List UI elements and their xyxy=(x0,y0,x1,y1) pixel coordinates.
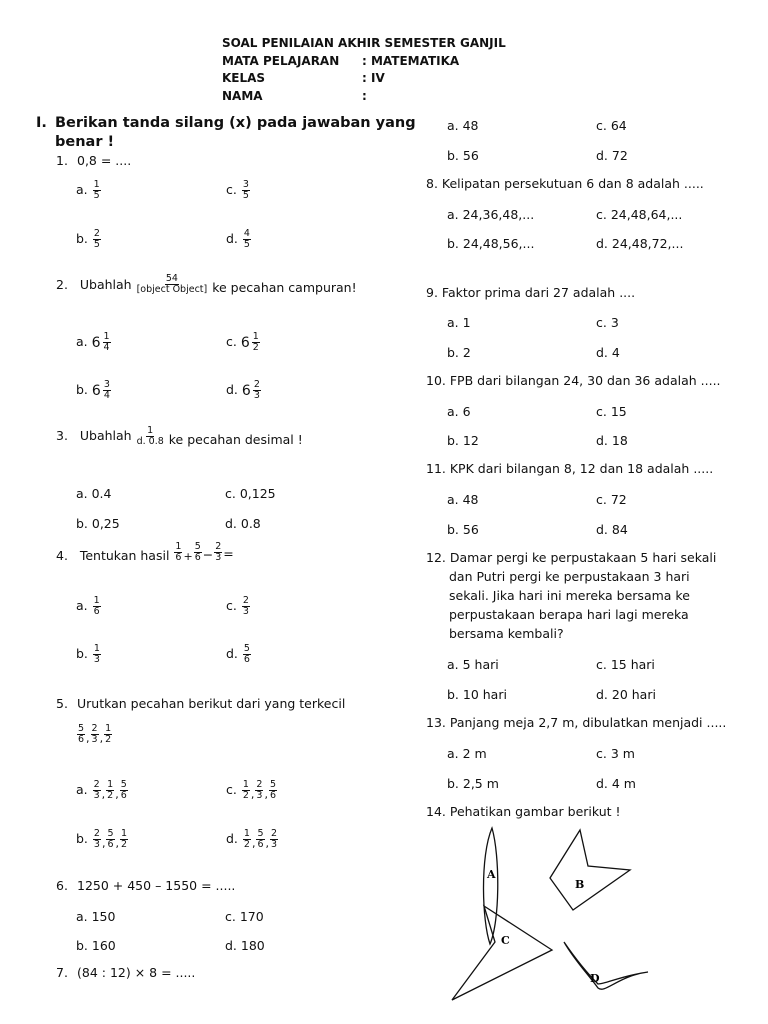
exam-title: SOAL PENILAIAN AKHIR SEMESTER GANJIL xyxy=(222,36,506,50)
question-14-text: 14. Pehatikan gambar berikut ! xyxy=(426,804,621,819)
q10-option-b[interactable]: b. 12 xyxy=(447,433,479,448)
question-4: 4. Tentukan hasil $\frac{1}{6}$ + $\frac{5}{6}$ − $\frac{2}{3}$ = xyxy=(56,541,234,563)
question-3: 3. Ubahlah $\frac{1}{d. 0.8}$ ke pecahan desimal ! xyxy=(56,425,303,447)
shape-c-label: C xyxy=(501,934,510,947)
q3-option-c[interactable]: c. 0,125 xyxy=(225,486,276,501)
question-7-number: 7. xyxy=(56,965,68,980)
angle-shapes-figure xyxy=(440,826,650,1004)
section-number: I. xyxy=(36,115,47,131)
q7-option-b[interactable]: b. 56 xyxy=(447,148,479,163)
q7-option-a[interactable]: a. 48 xyxy=(447,118,479,133)
q9-option-b[interactable]: b. 2 xyxy=(447,345,471,360)
shape-c xyxy=(452,906,552,1000)
q5-option-a[interactable]: a. $\frac{2}{3}$ , $\frac{1}{2}$ , $\frac{5}{6}$ xyxy=(76,779,127,801)
question-2: 2. Ubahlah 54 [object Object] ke pecahan campuran! xyxy=(56,273,357,295)
q8-option-a[interactable]: a. 24,36,48,... xyxy=(447,207,535,222)
question-1-number: 1. xyxy=(56,153,68,168)
question-5-number: 5. xyxy=(56,696,68,711)
question-12-line-1: 12. Damar pergi ke perpustakaan 5 hari sekali xyxy=(426,550,717,565)
shape-b-label: B xyxy=(575,878,585,891)
question-13-text: 13. Panjang meja 2,7 m, dibulatkan menjadi ..... xyxy=(426,715,727,730)
q6-option-b[interactable]: b. 160 xyxy=(76,938,116,953)
q9-option-d[interactable]: d. 4 xyxy=(596,345,620,360)
name-value: : xyxy=(362,89,367,103)
shape-d xyxy=(564,942,648,989)
q9-option-a[interactable]: a. 1 xyxy=(447,315,471,330)
subject-value: : MATEMATIKA xyxy=(362,54,460,68)
q2-option-a[interactable]: a. 6 $\frac{1}{4}$ xyxy=(76,331,110,353)
q4-option-c[interactable]: c. $\frac{2}{3}$ xyxy=(226,595,249,617)
q8-option-c[interactable]: c. 24,48,64,... xyxy=(596,207,683,222)
class-value: : IV xyxy=(362,71,385,85)
shape-d-label: D xyxy=(590,972,600,985)
q2-option-b[interactable]: b. 6 $\frac{3}{4}$ xyxy=(76,379,110,401)
q12-option-d[interactable]: d. 20 hari xyxy=(596,687,656,702)
question-9-text: 9. Faktor prima dari 27 adalah .... xyxy=(426,285,636,300)
question-1-text: 0,8 = .... xyxy=(77,153,132,168)
q2-option-c[interactable]: c. 6 $\frac{1}{2}$ xyxy=(226,331,259,353)
question-12-line-5: bersama kembali? xyxy=(449,626,564,641)
instruction-line-1: Berikan tanda silang (x) pada jawaban yang xyxy=(55,115,416,131)
q3-option-b[interactable]: b. 0,25 xyxy=(76,516,120,531)
q2-option-d[interactable]: d. 6 $\frac{2}{3}$ xyxy=(226,379,260,401)
question-10-text: 10. FPB dari bilangan 24, 30 dan 36 adalah ..... xyxy=(426,373,721,388)
question-11-text: 11. KPK dari bilangan 8, 12 dan 18 adalah ..... xyxy=(426,461,714,476)
q6-option-c[interactable]: c. 170 xyxy=(225,909,264,924)
question-12-line-2: dan Putri pergi ke perpustakaan 3 hari xyxy=(449,569,690,584)
shape-a-label: A xyxy=(487,868,496,881)
question-6-text: 1250 + 450 – 1550 = ..... xyxy=(77,878,236,893)
name-label: NAMA xyxy=(222,89,263,103)
q5-option-c[interactable]: c. $\frac{1}{2}$ , $\frac{2}{3}$ , $\frac{5}{6}$ xyxy=(226,779,276,801)
subject-label: MATA PELAJARAN xyxy=(222,54,340,68)
class-label: KELAS xyxy=(222,71,266,85)
q13-option-c[interactable]: c. 3 m xyxy=(596,746,635,761)
q4-option-b[interactable]: b. $\frac{1}{3}$ xyxy=(76,643,100,665)
q10-option-d[interactable]: d. 18 xyxy=(596,433,628,448)
question-12-line-3: sekali. Jika hari ini mereka bersama ke xyxy=(449,588,690,603)
q12-option-b[interactable]: b. 10 hari xyxy=(447,687,507,702)
q5-given-fractions: $\frac{5}{6}$ , $\frac{2}{3}$ , $\frac{1}{2}$ xyxy=(78,723,112,745)
q1-option-c[interactable]: c. $\frac{3}{5}$ xyxy=(226,179,249,201)
q3-option-a[interactable]: a. 0.4 xyxy=(76,486,112,501)
q6-option-d[interactable]: d. 180 xyxy=(225,938,265,953)
q13-option-d[interactable]: d. 4 m xyxy=(596,776,636,791)
q5-option-b[interactable]: b. $\frac{2}{3}$ , $\frac{5}{6}$ , $\frac{1}{2}$ xyxy=(76,828,128,850)
instruction-line-2: benar ! xyxy=(55,134,115,150)
q5-option-d[interactable]: d. $\frac{1}{2}$ , $\frac{5}{6}$ , $\frac{2}{3}$ xyxy=(226,828,278,850)
q10-option-c[interactable]: c. 15 xyxy=(596,404,627,419)
question-6-number: 6. xyxy=(56,878,68,893)
q8-option-d[interactable]: d. 24,48,72,... xyxy=(596,236,684,251)
question-12-line-4: perpustakaan berapa hari lagi mereka xyxy=(449,607,689,622)
q13-option-a[interactable]: a. 2 m xyxy=(447,746,487,761)
q11-option-b[interactable]: b. 56 xyxy=(447,522,479,537)
q12-option-a[interactable]: a. 5 hari xyxy=(447,657,499,672)
q1-option-d[interactable]: d. $\frac{4}{5}$ xyxy=(226,228,250,250)
q12-option-c[interactable]: c. 15 hari xyxy=(596,657,655,672)
question-7-text: (84 : 12) × 8 = ..... xyxy=(77,965,196,980)
q4-option-a[interactable]: a. $\frac{1}{6}$ xyxy=(76,595,100,617)
shape-b xyxy=(550,830,630,910)
q7-option-d[interactable]: d. 72 xyxy=(596,148,628,163)
q11-option-a[interactable]: a. 48 xyxy=(447,492,479,507)
q8-option-b[interactable]: b. 24,48,56,... xyxy=(447,236,535,251)
question-5-text: Urutkan pecahan berikut dari yang terkecil xyxy=(77,696,346,711)
q3-option-d[interactable]: d. 0.8 xyxy=(225,516,261,531)
q1-option-a[interactable]: a. $\frac{1}{5}$ xyxy=(76,179,100,201)
q7-option-c[interactable]: c. 64 xyxy=(596,118,627,133)
q11-option-d[interactable]: d. 84 xyxy=(596,522,628,537)
q11-option-c[interactable]: c. 72 xyxy=(596,492,627,507)
q13-option-b[interactable]: b. 2,5 m xyxy=(447,776,499,791)
q6-option-a[interactable]: a. 150 xyxy=(76,909,116,924)
question-8-text: 8. Kelipatan persekutuan 6 dan 8 adalah ..... xyxy=(426,176,704,191)
q10-option-a[interactable]: a. 6 xyxy=(447,404,471,419)
q4-option-d[interactable]: d. $\frac{5}{6}$ xyxy=(226,643,250,665)
q9-option-c[interactable]: c. 3 xyxy=(596,315,619,330)
q1-option-b[interactable]: b. $\frac{2}{5}$ xyxy=(76,228,100,250)
